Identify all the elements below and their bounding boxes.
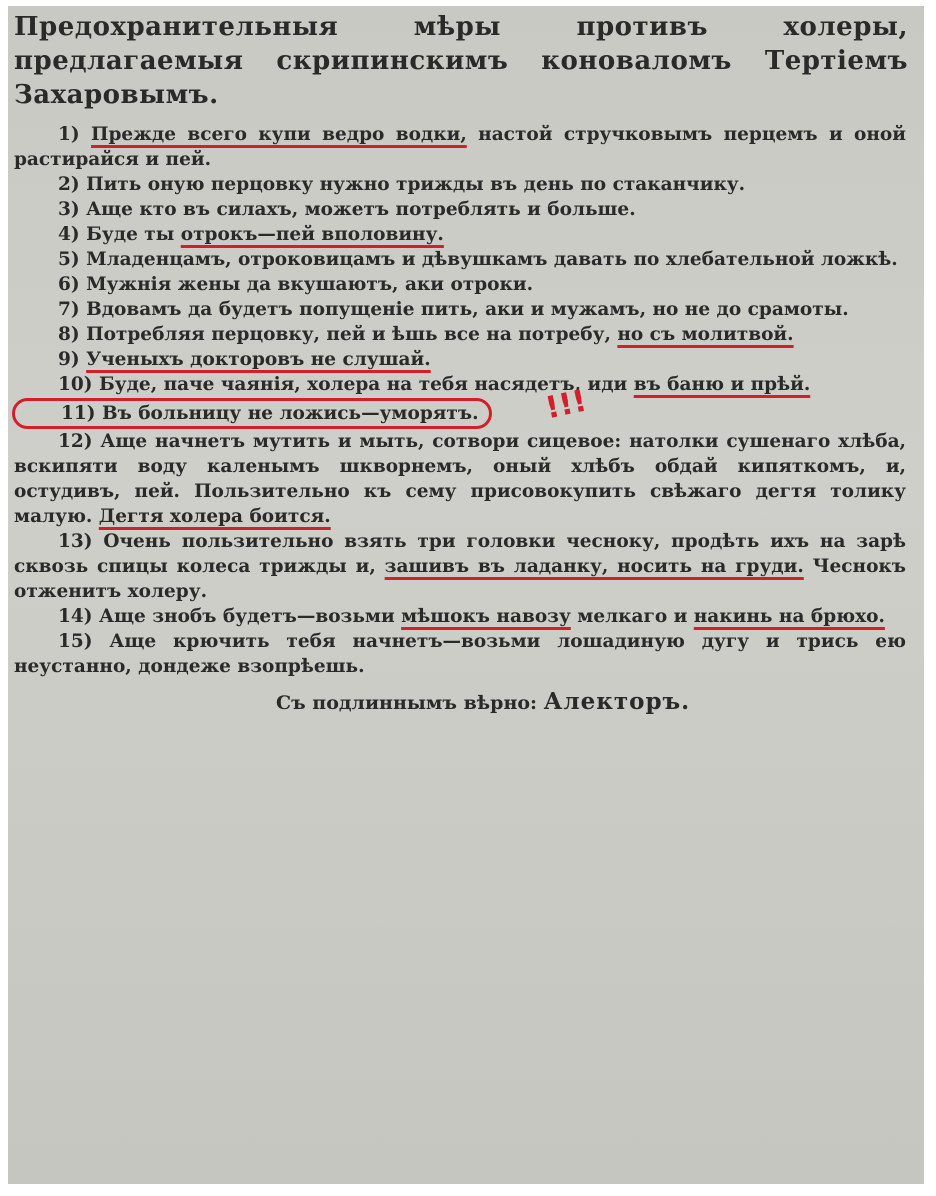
- item-text: Аще крючить тебя начнетъ—возьми лошадиную дугу и трись ею неустанно, дондеже взопрѣешь.: [14, 631, 906, 677]
- item-text: Аще знобъ будетъ—возьми: [98, 606, 402, 627]
- item-number: 14): [58, 606, 93, 627]
- list-item-12: [14, 429, 914, 529]
- signature-line: [276, 687, 914, 718]
- item-text: Аще кто въ силахъ, можетъ потреблять и больше.: [86, 199, 636, 220]
- list-item-1: [14, 122, 914, 172]
- item-text: Пить оную перцовку нужно трижды въ день по стаканчику.: [86, 174, 746, 195]
- item-text: Въ больницу не ложись—уморятъ.: [101, 403, 479, 424]
- highlighted-text: но съ молитвой.: [617, 324, 794, 345]
- item-text: Буде ты: [86, 224, 181, 245]
- list-item-8: [14, 322, 914, 347]
- list-item-15: [14, 629, 914, 679]
- item-number: 6): [58, 274, 80, 295]
- circled-text: [12, 398, 492, 429]
- item-number: 5): [58, 249, 80, 270]
- list-item-2: [14, 172, 914, 197]
- item-number: 3): [58, 199, 80, 220]
- highlighted-text: зашивъ въ ладанку, носить на груди.: [384, 556, 804, 577]
- list-item-14: [14, 604, 914, 629]
- highlighted-text: накинь на брюхо.: [693, 606, 885, 627]
- item-text: Вдовамъ да будетъ попущеніе пить, аки и мужамъ, но не до срамоты.: [86, 299, 849, 320]
- item-number: 10): [58, 374, 93, 395]
- highlighted-text: Дегтя холера боится.: [98, 506, 331, 527]
- item-text: мелкаго и: [570, 606, 694, 627]
- highlighted-text: Прежде всего купи ведро водки,: [91, 124, 467, 145]
- newspaper-clipping: [8, 6, 924, 1184]
- item-number: 1): [58, 124, 80, 145]
- item-number: 2): [58, 174, 80, 195]
- signature-prefix: Съ подлиннымъ вѣрно:: [276, 692, 538, 714]
- list-item-4: [14, 222, 914, 247]
- item-text: Потребляя перцовку, пей и ѣшь все на потребу,: [86, 324, 618, 345]
- list-item-6: [14, 272, 914, 297]
- item-text: Аще начнетъ мутить и мыть, сотвори сицевое: натолки сушенаго хлѣба, вскипяти воду каленымъ шкворнемъ, оный хлѣбъ обдай кипяткомъ, и, остудивъ, пей. Пользительно къ сему присовокупить свѣжаго дегтя толику малую.: [14, 431, 907, 527]
- list-item-3: [14, 197, 914, 222]
- list-item-10: [14, 372, 914, 397]
- item-number: 9): [58, 349, 80, 370]
- item-text: Чеснокъ отженитъ холеру.: [14, 556, 906, 602]
- item-number: 4): [58, 224, 80, 245]
- item-text: настой стручковымъ перцемъ и оной растирайся и пей.: [14, 124, 906, 170]
- highlighted-text: отрокъ—пей вполовину.: [180, 224, 444, 245]
- highlighted-text: Ученыхъ докторовъ не слушай.: [86, 349, 431, 370]
- list-item-5: [14, 247, 914, 272]
- article: [14, 10, 914, 718]
- list-item-13: [14, 529, 914, 604]
- highlighted-text: мѣшокъ навозу: [401, 606, 571, 627]
- item-number: 12): [58, 431, 93, 452]
- signature-author: Алекторъ.: [543, 688, 691, 715]
- item-text: Буде, паче чаянія, холера на тебя насядетъ, иди: [98, 374, 634, 395]
- item-number: 11): [61, 403, 96, 424]
- item-number: 7): [58, 299, 80, 320]
- highlighted-text: въ баню и прѣй.: [633, 374, 811, 395]
- exclamation-marks: !!!: [541, 383, 590, 427]
- item-number: 15): [58, 631, 93, 652]
- list-item-9: [14, 347, 914, 372]
- item-number: 8): [58, 324, 80, 345]
- list-item-7: [14, 297, 914, 322]
- article-title: Предохранительныя мѣры противъ холеры, предлагаемыя скрипинскимъ коноваломъ Тертіемъ Захаровымъ.: [14, 12, 908, 110]
- item-text: Очень пользительно взять три головки чесноку, продѣть ихъ на зарѣ сквозь спицы колеса трижды и,: [14, 531, 906, 577]
- item-number: 13): [58, 531, 93, 552]
- item-text: Мужнія жены да вкушаютъ, аки отроки.: [86, 274, 534, 295]
- item-text: Младенцамъ, отроковицамъ и дѣвушкамъ давать по хлебательной ложкѣ.: [86, 249, 898, 270]
